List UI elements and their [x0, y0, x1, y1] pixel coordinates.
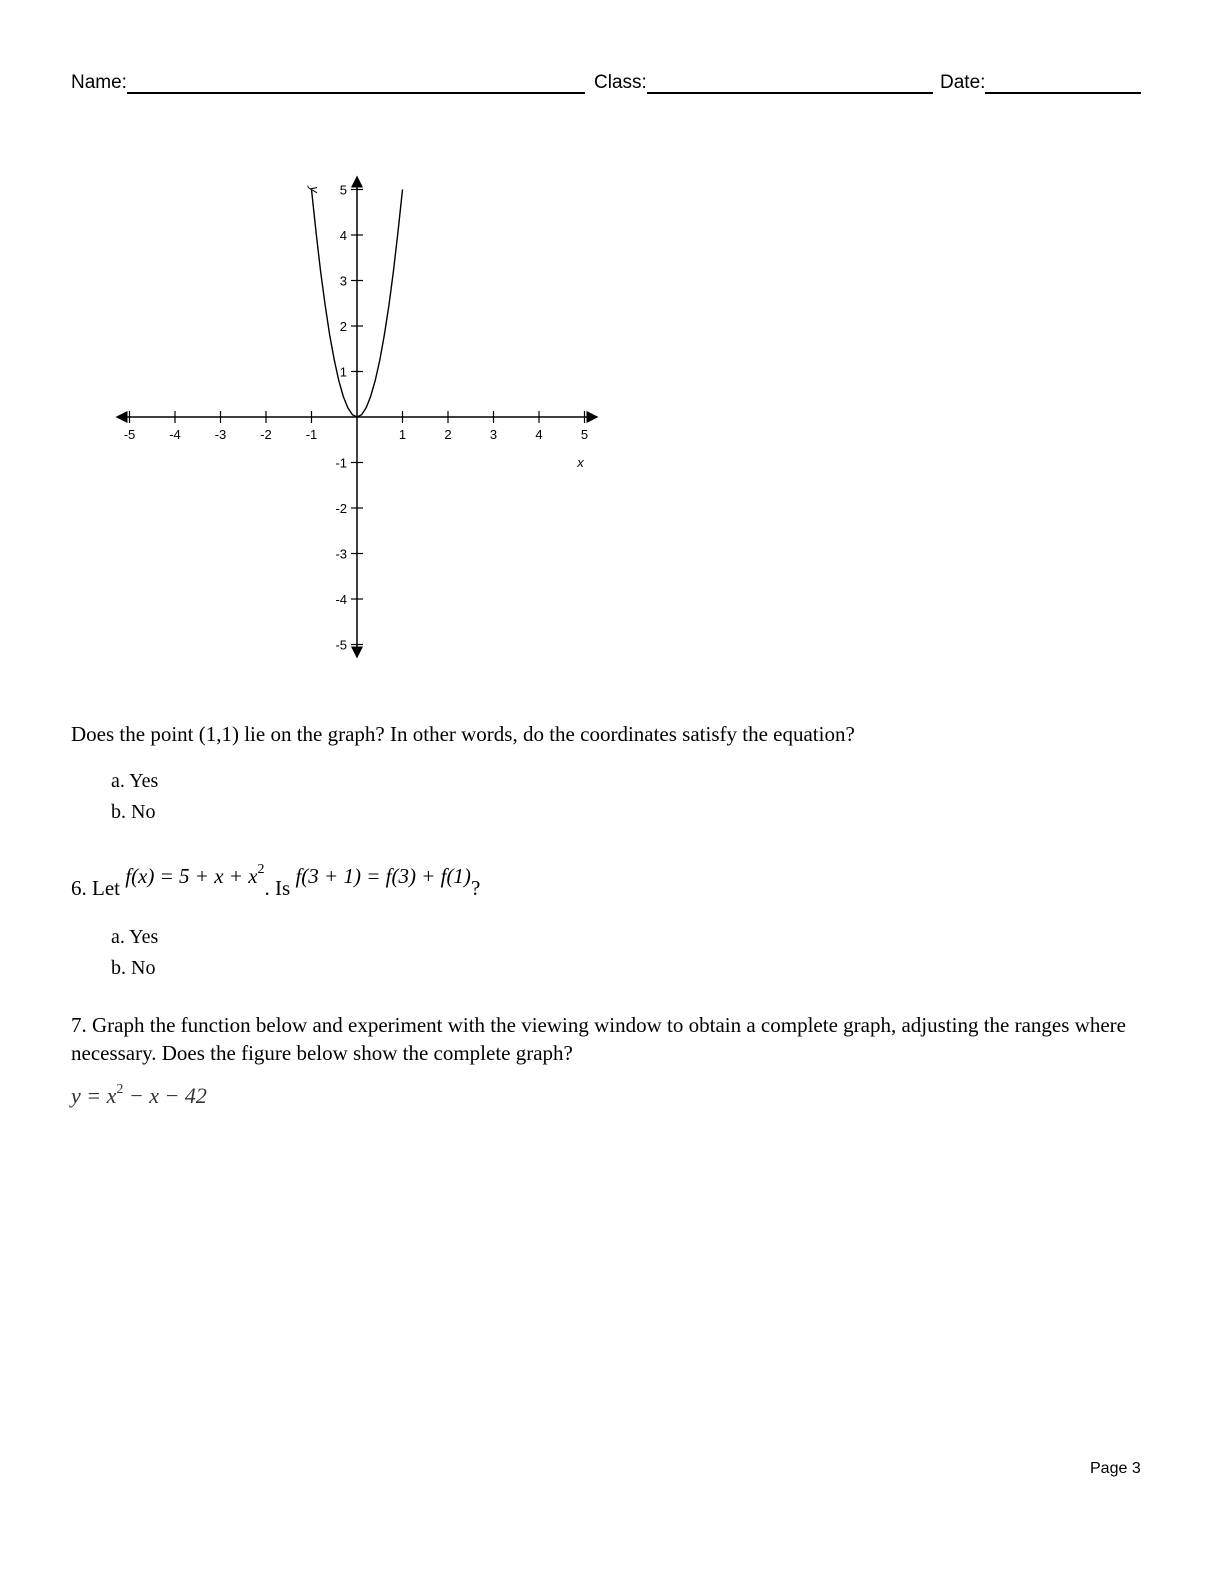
date-label: Date:: [940, 72, 986, 93]
y-tick-label: -3: [335, 546, 347, 562]
question-7-eq-lhs: y = x: [71, 1083, 117, 1108]
date-field: [940, 70, 1141, 94]
name-blank-line[interactable]: [127, 70, 585, 94]
question-6-middle: . Is: [264, 876, 296, 900]
x-tick-label: -4: [169, 427, 181, 442]
y-tick-label: -2: [335, 501, 347, 516]
question-5-choice-a[interactable]: a. Yes: [111, 770, 159, 792]
date-blank-line[interactable]: [985, 70, 1141, 94]
y-tick-label: 1: [339, 364, 347, 380]
x-axis-label: x: [577, 455, 584, 470]
question-5-prompt: Does the point (1,1) lie on the graph? In other words, do the coordinates satisfy the equation?: [71, 722, 855, 746]
page-number: Page 3: [1090, 1460, 1141, 1477]
question-5-choice-b[interactable]: b. No: [111, 801, 156, 823]
x-tick-label: 5: [580, 427, 589, 442]
y-tick-label: 4: [339, 228, 347, 243]
x-tick-label: -1: [305, 427, 318, 442]
question-6-expression-text: f(3 + 1) = f(3) + f(1): [295, 864, 471, 888]
y-tick-label: 2: [339, 319, 347, 334]
question-7-prompt: 7. Graph the function below and experiment with the viewing window to obtain a complete graph, adjusting the ranges where necessary. Does the figure below show the complete graph?: [71, 1013, 1126, 1065]
y-tick-label: 3: [339, 273, 347, 289]
y-axis-label: y: [307, 186, 322, 193]
x-tick-label: -5: [123, 427, 136, 442]
x-tick-label: 4: [535, 427, 543, 442]
y-tick-label: -1: [335, 455, 347, 471]
y-tick-label: -4: [335, 592, 347, 607]
question-6-prompt: [71, 856, 481, 900]
x-tick-label: 3: [489, 427, 498, 442]
x-tick-label: 2: [444, 427, 452, 442]
question-6-prefix: 6. Let: [71, 876, 126, 900]
class-field: [594, 70, 933, 94]
name-label: Name:: [71, 72, 127, 93]
x-tick-label: -3: [214, 427, 227, 442]
parabola-graph: [110, 172, 610, 672]
question-7-equation: [71, 1082, 207, 1109]
y-tick-label: -5: [335, 637, 347, 653]
question-6-choice-b[interactable]: b. No: [111, 957, 156, 979]
question-7-eq-exponent: 2: [116, 1082, 124, 1097]
question-6-exponent: 2: [257, 862, 265, 877]
x-axis-left-arrow-icon: [116, 411, 128, 423]
question-7-eq-rhs: − x − 42: [123, 1083, 207, 1108]
question-6-expression: [295, 864, 470, 888]
x-tick-label: 1: [398, 427, 407, 442]
question-6-function-text: f(x) = 5 + x + x: [125, 864, 258, 888]
y-axis-down-arrow-icon: [351, 647, 363, 659]
question-6-function-def: [125, 864, 264, 888]
name-field: [71, 70, 585, 94]
y-axis-up-arrow-icon: [351, 176, 363, 188]
x-axis-right-arrow-icon: [587, 411, 599, 423]
y-tick-label: 5: [339, 182, 347, 198]
question-6-choice-a[interactable]: a. Yes: [111, 926, 159, 948]
class-blank-line[interactable]: [647, 70, 933, 94]
question-6-suffix: ?: [470, 876, 481, 900]
class-label: Class:: [594, 72, 647, 93]
x-tick-label: -2: [260, 427, 272, 442]
